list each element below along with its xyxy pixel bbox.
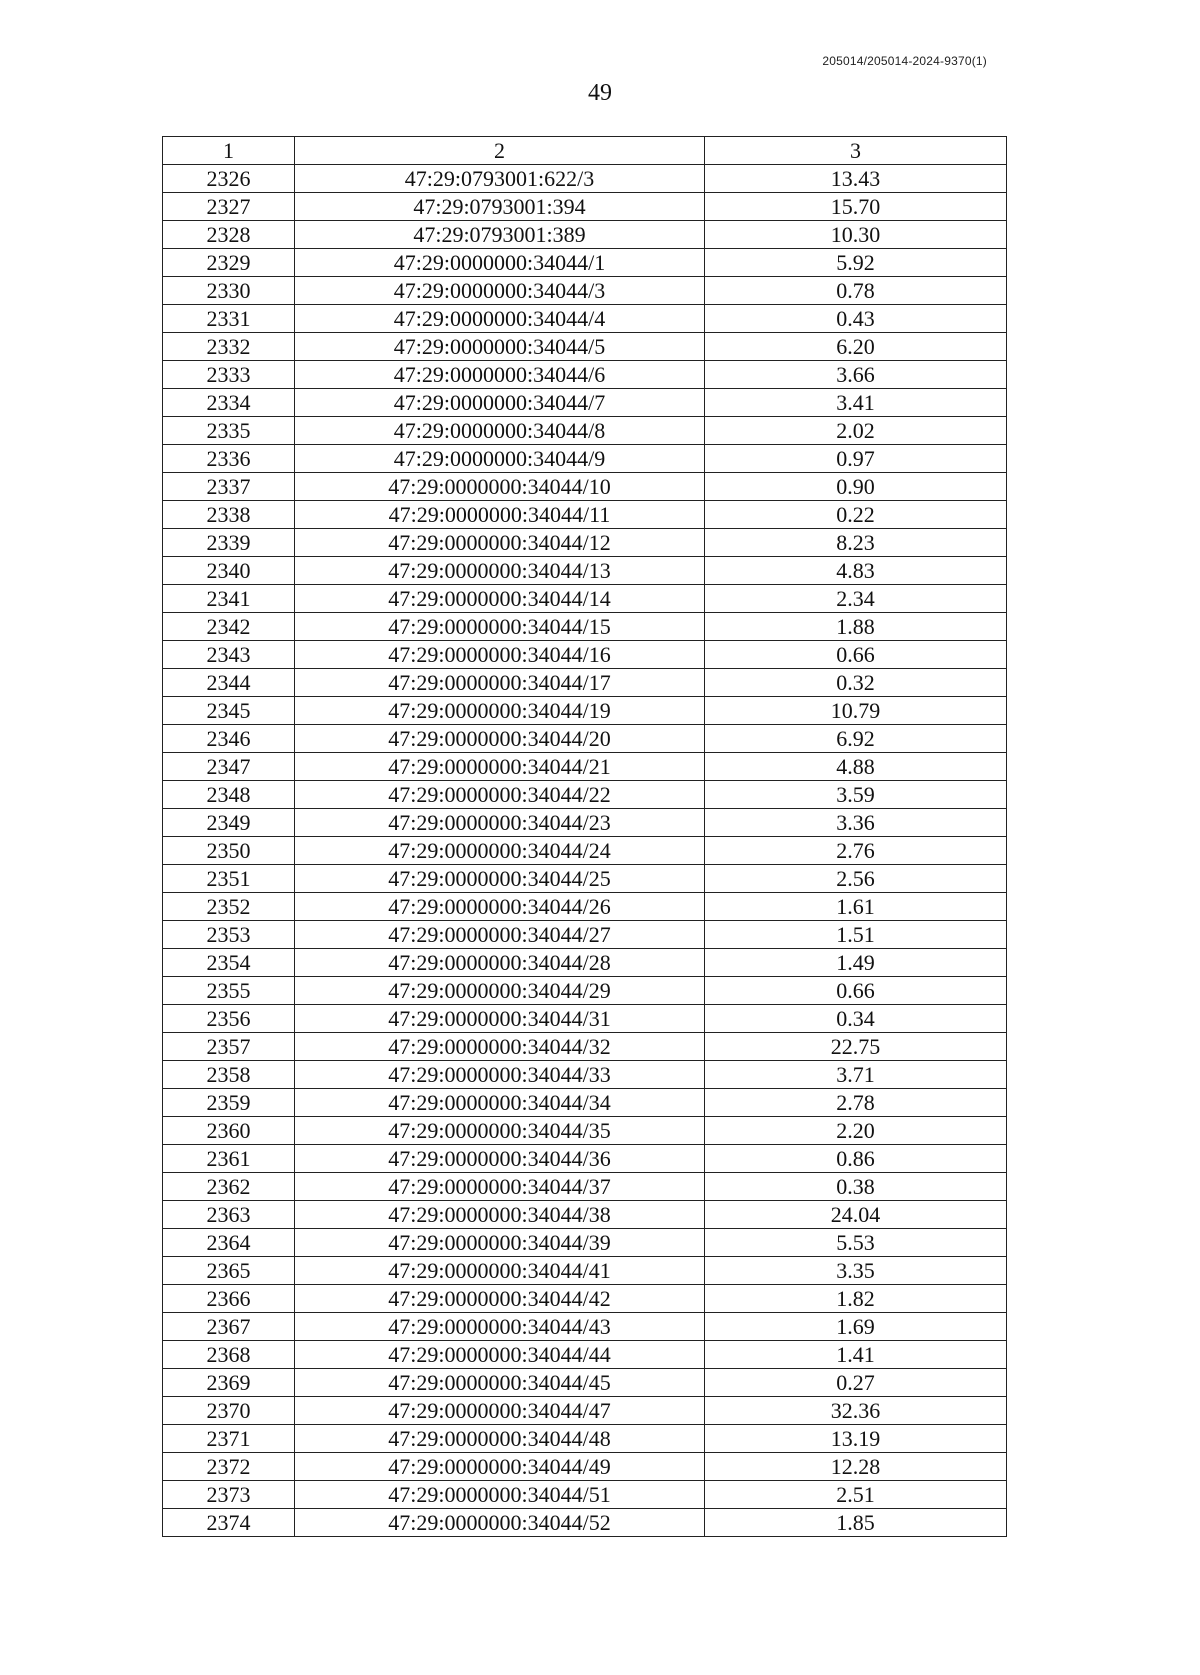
table-row	[163, 1425, 1007, 1453]
table-row	[163, 417, 1007, 445]
table-row	[163, 1341, 1007, 1369]
row-number-cell: 2338	[163, 501, 295, 529]
cadastral-number-cell: 47:29:0000000:34044/33	[295, 1061, 705, 1089]
table-row	[163, 977, 1007, 1005]
row-number-cell: 2363	[163, 1201, 295, 1229]
cadastral-number-cell: 47:29:0000000:34044/27	[295, 921, 705, 949]
row-number-cell: 2347	[163, 753, 295, 781]
table-row	[163, 641, 1007, 669]
area-value-cell: 2.76	[705, 837, 1007, 865]
cadastral-number-cell: 47:29:0000000:34044/48	[295, 1425, 705, 1453]
cadastral-number-cell: 47:29:0000000:34044/32	[295, 1033, 705, 1061]
cadastral-number-cell: 47:29:0000000:34044/51	[295, 1481, 705, 1509]
page-number: 49	[588, 80, 612, 106]
table-row	[163, 193, 1007, 221]
cadastral-number-cell: 47:29:0000000:34044/4	[295, 305, 705, 333]
cadastral-number-cell: 47:29:0000000:34044/6	[295, 361, 705, 389]
table-row	[163, 1453, 1007, 1481]
area-value-cell: 5.53	[705, 1229, 1007, 1257]
cadastral-number-cell: 47:29:0000000:34044/16	[295, 641, 705, 669]
area-value-cell: 3.66	[705, 361, 1007, 389]
area-value-cell: 0.86	[705, 1145, 1007, 1173]
cadastral-number-cell: 47:29:0000000:34044/29	[295, 977, 705, 1005]
row-number-cell: 2328	[163, 221, 295, 249]
row-number-cell: 2345	[163, 697, 295, 725]
area-value-cell: 32.36	[705, 1397, 1007, 1425]
row-number-cell: 2339	[163, 529, 295, 557]
row-number-cell: 2353	[163, 921, 295, 949]
cadastral-number-cell: 47:29:0000000:34044/44	[295, 1341, 705, 1369]
area-value-cell: 6.20	[705, 333, 1007, 361]
row-number-cell: 2374	[163, 1509, 295, 1537]
area-value-cell: 2.78	[705, 1089, 1007, 1117]
table-row	[163, 1117, 1007, 1145]
row-number-cell: 2368	[163, 1341, 295, 1369]
table-body	[163, 165, 1007, 1537]
table-row	[163, 557, 1007, 585]
table-row	[163, 1313, 1007, 1341]
cadastral-number-cell: 47:29:0000000:34044/20	[295, 725, 705, 753]
cadastral-number-cell: 47:29:0000000:34044/21	[295, 753, 705, 781]
document-id: 205014/205014-2024-9370(1)	[822, 54, 987, 68]
cadastral-number-cell: 47:29:0000000:34044/24	[295, 837, 705, 865]
row-number-cell: 2333	[163, 361, 295, 389]
row-number-cell: 2360	[163, 1117, 295, 1145]
cadastral-number-cell: 47:29:0000000:34044/25	[295, 865, 705, 893]
cadastral-number-cell: 47:29:0000000:34044/17	[295, 669, 705, 697]
area-value-cell: 4.83	[705, 557, 1007, 585]
area-value-cell: 2.34	[705, 585, 1007, 613]
column-header-1: 1	[163, 137, 295, 165]
area-value-cell: 1.51	[705, 921, 1007, 949]
table-row	[163, 249, 1007, 277]
table-header-row	[163, 137, 1007, 165]
table-row	[163, 361, 1007, 389]
area-value-cell: 5.92	[705, 249, 1007, 277]
area-value-cell: 3.36	[705, 809, 1007, 837]
area-value-cell: 13.19	[705, 1425, 1007, 1453]
area-value-cell: 2.20	[705, 1117, 1007, 1145]
cadastral-number-cell: 47:29:0793001:394	[295, 193, 705, 221]
table-row	[163, 725, 1007, 753]
cadastral-number-cell: 47:29:0000000:34044/37	[295, 1173, 705, 1201]
cadastral-number-cell: 47:29:0000000:34044/36	[295, 1145, 705, 1173]
cadastral-number-cell: 47:29:0793001:389	[295, 221, 705, 249]
cadastral-number-cell: 47:29:0000000:34044/5	[295, 333, 705, 361]
row-number-cell: 2373	[163, 1481, 295, 1509]
area-value-cell: 0.27	[705, 1369, 1007, 1397]
table-row	[163, 333, 1007, 361]
column-header-2: 2	[295, 137, 705, 165]
area-value-cell: 0.32	[705, 669, 1007, 697]
cadastral-number-cell: 47:29:0000000:34044/22	[295, 781, 705, 809]
row-number-cell: 2356	[163, 1005, 295, 1033]
row-number-cell: 2359	[163, 1089, 295, 1117]
data-table	[162, 136, 1007, 1537]
row-number-cell: 2354	[163, 949, 295, 977]
cadastral-number-cell: 47:29:0000000:34044/11	[295, 501, 705, 529]
area-value-cell: 1.61	[705, 893, 1007, 921]
area-value-cell: 0.22	[705, 501, 1007, 529]
row-number-cell: 2366	[163, 1285, 295, 1313]
table-row	[163, 1089, 1007, 1117]
table-row	[163, 389, 1007, 417]
table-row	[163, 753, 1007, 781]
area-value-cell: 3.59	[705, 781, 1007, 809]
area-value-cell: 10.30	[705, 221, 1007, 249]
area-value-cell: 3.35	[705, 1257, 1007, 1285]
row-number-cell: 2352	[163, 893, 295, 921]
cadastral-number-cell: 47:29:0000000:34044/47	[295, 1397, 705, 1425]
row-number-cell: 2344	[163, 669, 295, 697]
row-number-cell: 2337	[163, 473, 295, 501]
area-value-cell: 2.51	[705, 1481, 1007, 1509]
table-row	[163, 1005, 1007, 1033]
row-number-cell: 2350	[163, 837, 295, 865]
cadastral-number-cell: 47:29:0000000:34044/1	[295, 249, 705, 277]
column-header-3: 3	[705, 137, 1007, 165]
area-value-cell: 12.28	[705, 1453, 1007, 1481]
cadastral-number-cell: 47:29:0000000:34044/8	[295, 417, 705, 445]
table-row	[163, 1229, 1007, 1257]
area-value-cell: 24.04	[705, 1201, 1007, 1229]
row-number-cell: 2372	[163, 1453, 295, 1481]
table-row	[163, 1173, 1007, 1201]
row-number-cell: 2332	[163, 333, 295, 361]
cadastral-number-cell: 47:29:0000000:34044/13	[295, 557, 705, 585]
area-value-cell: 0.78	[705, 277, 1007, 305]
row-number-cell: 2343	[163, 641, 295, 669]
area-value-cell: 0.66	[705, 641, 1007, 669]
cadastral-number-cell: 47:29:0000000:34044/23	[295, 809, 705, 837]
row-number-cell: 2351	[163, 865, 295, 893]
row-number-cell: 2329	[163, 249, 295, 277]
cadastral-number-cell: 47:29:0000000:34044/43	[295, 1313, 705, 1341]
table-row	[163, 781, 1007, 809]
cadastral-number-cell: 47:29:0793001:622/3	[295, 165, 705, 193]
cadastral-number-cell: 47:29:0000000:34044/7	[295, 389, 705, 417]
area-value-cell: 6.92	[705, 725, 1007, 753]
area-value-cell: 13.43	[705, 165, 1007, 193]
table-row	[163, 501, 1007, 529]
row-number-cell: 2326	[163, 165, 295, 193]
area-value-cell: 1.49	[705, 949, 1007, 977]
row-number-cell: 2358	[163, 1061, 295, 1089]
row-number-cell: 2346	[163, 725, 295, 753]
area-value-cell: 0.66	[705, 977, 1007, 1005]
row-number-cell: 2365	[163, 1257, 295, 1285]
table-row	[163, 1061, 1007, 1089]
row-number-cell: 2334	[163, 389, 295, 417]
row-number-cell: 2367	[163, 1313, 295, 1341]
table-row	[163, 277, 1007, 305]
table-row	[163, 893, 1007, 921]
cadastral-number-cell: 47:29:0000000:34044/10	[295, 473, 705, 501]
row-number-cell: 2362	[163, 1173, 295, 1201]
row-number-cell: 2331	[163, 305, 295, 333]
area-value-cell: 0.38	[705, 1173, 1007, 1201]
table-row	[163, 1397, 1007, 1425]
table-row	[163, 1285, 1007, 1313]
cadastral-number-cell: 47:29:0000000:34044/19	[295, 697, 705, 725]
table-row	[163, 221, 1007, 249]
cadastral-number-cell: 47:29:0000000:34044/45	[295, 1369, 705, 1397]
row-number-cell: 2355	[163, 977, 295, 1005]
table-row	[163, 1201, 1007, 1229]
area-value-cell: 3.41	[705, 389, 1007, 417]
table-row	[163, 865, 1007, 893]
table-row	[163, 921, 1007, 949]
table-row	[163, 697, 1007, 725]
table-row	[163, 445, 1007, 473]
cadastral-number-cell: 47:29:0000000:34044/9	[295, 445, 705, 473]
area-value-cell: 8.23	[705, 529, 1007, 557]
cadastral-number-cell: 47:29:0000000:34044/41	[295, 1257, 705, 1285]
area-value-cell: 0.90	[705, 473, 1007, 501]
cadastral-number-cell: 47:29:0000000:34044/28	[295, 949, 705, 977]
table-row	[163, 1509, 1007, 1537]
area-value-cell: 1.85	[705, 1509, 1007, 1537]
row-number-cell: 2357	[163, 1033, 295, 1061]
row-number-cell: 2369	[163, 1369, 295, 1397]
table-row	[163, 1369, 1007, 1397]
table-row	[163, 669, 1007, 697]
table-row	[163, 473, 1007, 501]
cadastral-number-cell: 47:29:0000000:34044/35	[295, 1117, 705, 1145]
area-value-cell: 22.75	[705, 1033, 1007, 1061]
cadastral-number-cell: 47:29:0000000:34044/31	[295, 1005, 705, 1033]
cadastral-number-cell: 47:29:0000000:34044/26	[295, 893, 705, 921]
row-number-cell: 2336	[163, 445, 295, 473]
row-number-cell: 2349	[163, 809, 295, 837]
row-number-cell: 2342	[163, 613, 295, 641]
area-value-cell: 15.70	[705, 193, 1007, 221]
table-row	[163, 949, 1007, 977]
row-number-cell: 2370	[163, 1397, 295, 1425]
row-number-cell: 2341	[163, 585, 295, 613]
table-row	[163, 837, 1007, 865]
area-value-cell: 1.88	[705, 613, 1007, 641]
cadastral-number-cell: 47:29:0000000:34044/34	[295, 1089, 705, 1117]
row-number-cell: 2364	[163, 1229, 295, 1257]
row-number-cell: 2327	[163, 193, 295, 221]
row-number-cell: 2371	[163, 1425, 295, 1453]
area-value-cell: 2.56	[705, 865, 1007, 893]
row-number-cell: 2330	[163, 277, 295, 305]
area-value-cell: 0.43	[705, 305, 1007, 333]
row-number-cell: 2348	[163, 781, 295, 809]
area-value-cell: 2.02	[705, 417, 1007, 445]
area-value-cell: 1.82	[705, 1285, 1007, 1313]
cadastral-number-cell: 47:29:0000000:34044/49	[295, 1453, 705, 1481]
table-row	[163, 809, 1007, 837]
area-value-cell: 3.71	[705, 1061, 1007, 1089]
cadastral-number-cell: 47:29:0000000:34044/52	[295, 1509, 705, 1537]
cadastral-number-cell: 47:29:0000000:34044/15	[295, 613, 705, 641]
area-value-cell: 1.69	[705, 1313, 1007, 1341]
area-value-cell: 0.97	[705, 445, 1007, 473]
row-number-cell: 2335	[163, 417, 295, 445]
table-row	[163, 529, 1007, 557]
area-value-cell: 4.88	[705, 753, 1007, 781]
area-value-cell: 10.79	[705, 697, 1007, 725]
cadastral-number-cell: 47:29:0000000:34044/42	[295, 1285, 705, 1313]
table-row	[163, 1033, 1007, 1061]
area-value-cell: 0.34	[705, 1005, 1007, 1033]
table-row	[163, 585, 1007, 613]
row-number-cell: 2340	[163, 557, 295, 585]
cadastral-number-cell: 47:29:0000000:34044/39	[295, 1229, 705, 1257]
row-number-cell: 2361	[163, 1145, 295, 1173]
cadastral-number-cell: 47:29:0000000:34044/12	[295, 529, 705, 557]
table-row	[163, 613, 1007, 641]
table-row	[163, 1257, 1007, 1285]
table-row	[163, 165, 1007, 193]
table-row	[163, 1481, 1007, 1509]
table-row	[163, 1145, 1007, 1173]
cadastral-number-cell: 47:29:0000000:34044/14	[295, 585, 705, 613]
cadastral-number-cell: 47:29:0000000:34044/38	[295, 1201, 705, 1229]
table-row	[163, 305, 1007, 333]
cadastral-number-cell: 47:29:0000000:34044/3	[295, 277, 705, 305]
area-value-cell: 1.41	[705, 1341, 1007, 1369]
